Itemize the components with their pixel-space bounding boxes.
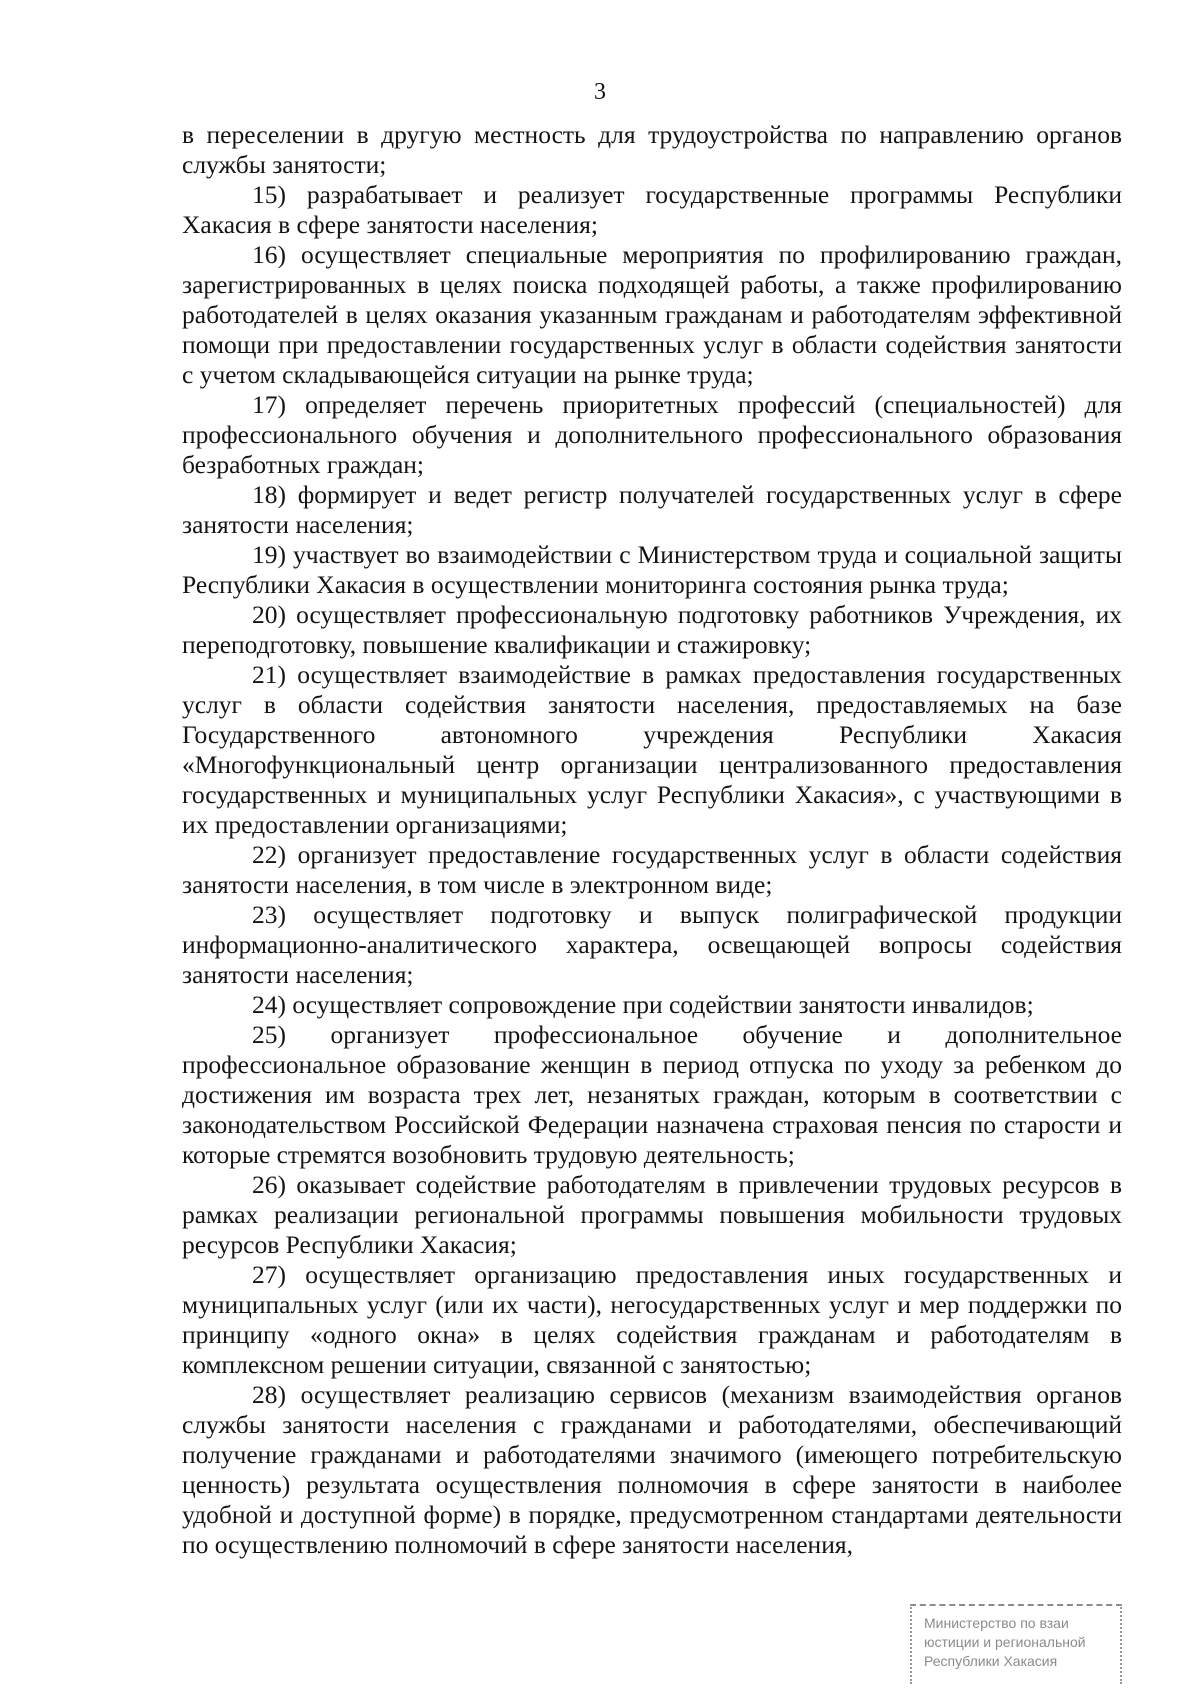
paragraph-item-28: 28) осуществляет реализацию сервисов (механизм взаимодействия органов службы занятости населения с гражданами и работодателями, обеспечивающий получение гражданами и работодателями значимого (имеющего потребительскую ценность) результата осуществления полномочия в сфере занятости в наиболее удобной и доступной форме) в порядке, предусмотренном стандартами деятельности по осуществлению полномочий в сфере занятости населения, bbox=[182, 1380, 1122, 1559]
paragraph-continuation: в переселении в другую местность для трудоустройства по направлению органов службы занятости; bbox=[182, 120, 1122, 179]
paragraph-item-17: 17) определяет перечень приоритетных профессий (специальностей) для профессионального обучения и дополнительного профессионального образования безработных граждан; bbox=[182, 390, 1122, 479]
page-number: 3 bbox=[594, 79, 606, 105]
paragraph-item-15: 15) разрабатывает и реализует государственные программы Республики Хакасия в сфере занятости населения; bbox=[182, 180, 1122, 239]
paragraph-item-21: 21) осуществляет взаимодействие в рамках предоставления государственных услуг в области содействия занятости населения, предоставляемых на базе Государственного автономного учреждения Республики Хакасия «Многофункциональный центр организации централизованного предоставления государственных и муниципальных услуг Республики Хакасия», с участвующими в их предоставлении организациями; bbox=[182, 660, 1122, 839]
paragraph-item-26: 26) оказывает содействие работодателям в привлечении трудовых ресурсов в рамках реализации региональной программы повышения мобильности трудовых ресурсов Республики Хакасия; bbox=[182, 1170, 1122, 1259]
paragraph-item-18: 18) формирует и ведет регистр получателей государственных услуг в сфере занятости населения; bbox=[182, 480, 1122, 539]
paragraph-item-23: 23) осуществляет подготовку и выпуск полиграфической продукции информационно-аналитического характера, освещающей вопросы содействия занятости населения; bbox=[182, 900, 1122, 989]
paragraph-item-16: 16) осуществляет специальные мероприятия по профилированию граждан, зарегистрированных в целях поиска подходящей работы, а также профилированию работодателей в целях оказания указанным гражданам и работодателям эффективной помощи при предоставлении государственных услуг в области содействия занятости с учетом складывающейся ситуации на рынке труда; bbox=[182, 240, 1122, 389]
paragraph-item-25: 25) организует профессиональное обучение и дополнительное профессиональное образование женщин в период отпуска по уходу за ребенком до достижения им возраста трех лет, незанятых граждан, которым в соответствии с законодательством Российской Федерации назначена страховая пенсия по старости и которые стремятся возобновить трудовую деятельность; bbox=[182, 1020, 1122, 1169]
stamp-line-3: Республики Хакасия bbox=[924, 1653, 1058, 1669]
registration-stamp bbox=[910, 1604, 1122, 1684]
paragraph-item-20: 20) осуществляет профессиональную подготовку работников Учреждения, их переподготовку, повышение квалификации и стажировку; bbox=[182, 600, 1122, 659]
paragraph-item-19: 19) участвует во взаимодействии с Министерством труда и социальной защиты Республики Хакасия в осуществлении мониторинга состояния рынка труда; bbox=[182, 540, 1122, 599]
stamp-line-2: юстиции и региональной bbox=[924, 1634, 1086, 1650]
stamp-line-1: Министерство по взаи bbox=[924, 1615, 1069, 1631]
paragraph-item-22: 22) организует предоставление государственных услуг в области содействия занятости населения, в том числе в электронном виде; bbox=[182, 840, 1122, 899]
paragraph-item-27: 27) осуществляет организацию предоставления иных государственных и муниципальных услуг (или их части), негосударственных услуг и мер поддержки по принципу «одного окна» в целях содействия гражданам и работодателям в комплексном решении ситуации, связанной с занятостью; bbox=[182, 1260, 1122, 1379]
document-body bbox=[182, 120, 1122, 1560]
paragraph-item-24: 24) осуществляет сопровождение при содействии занятости инвалидов; bbox=[252, 990, 1034, 1019]
